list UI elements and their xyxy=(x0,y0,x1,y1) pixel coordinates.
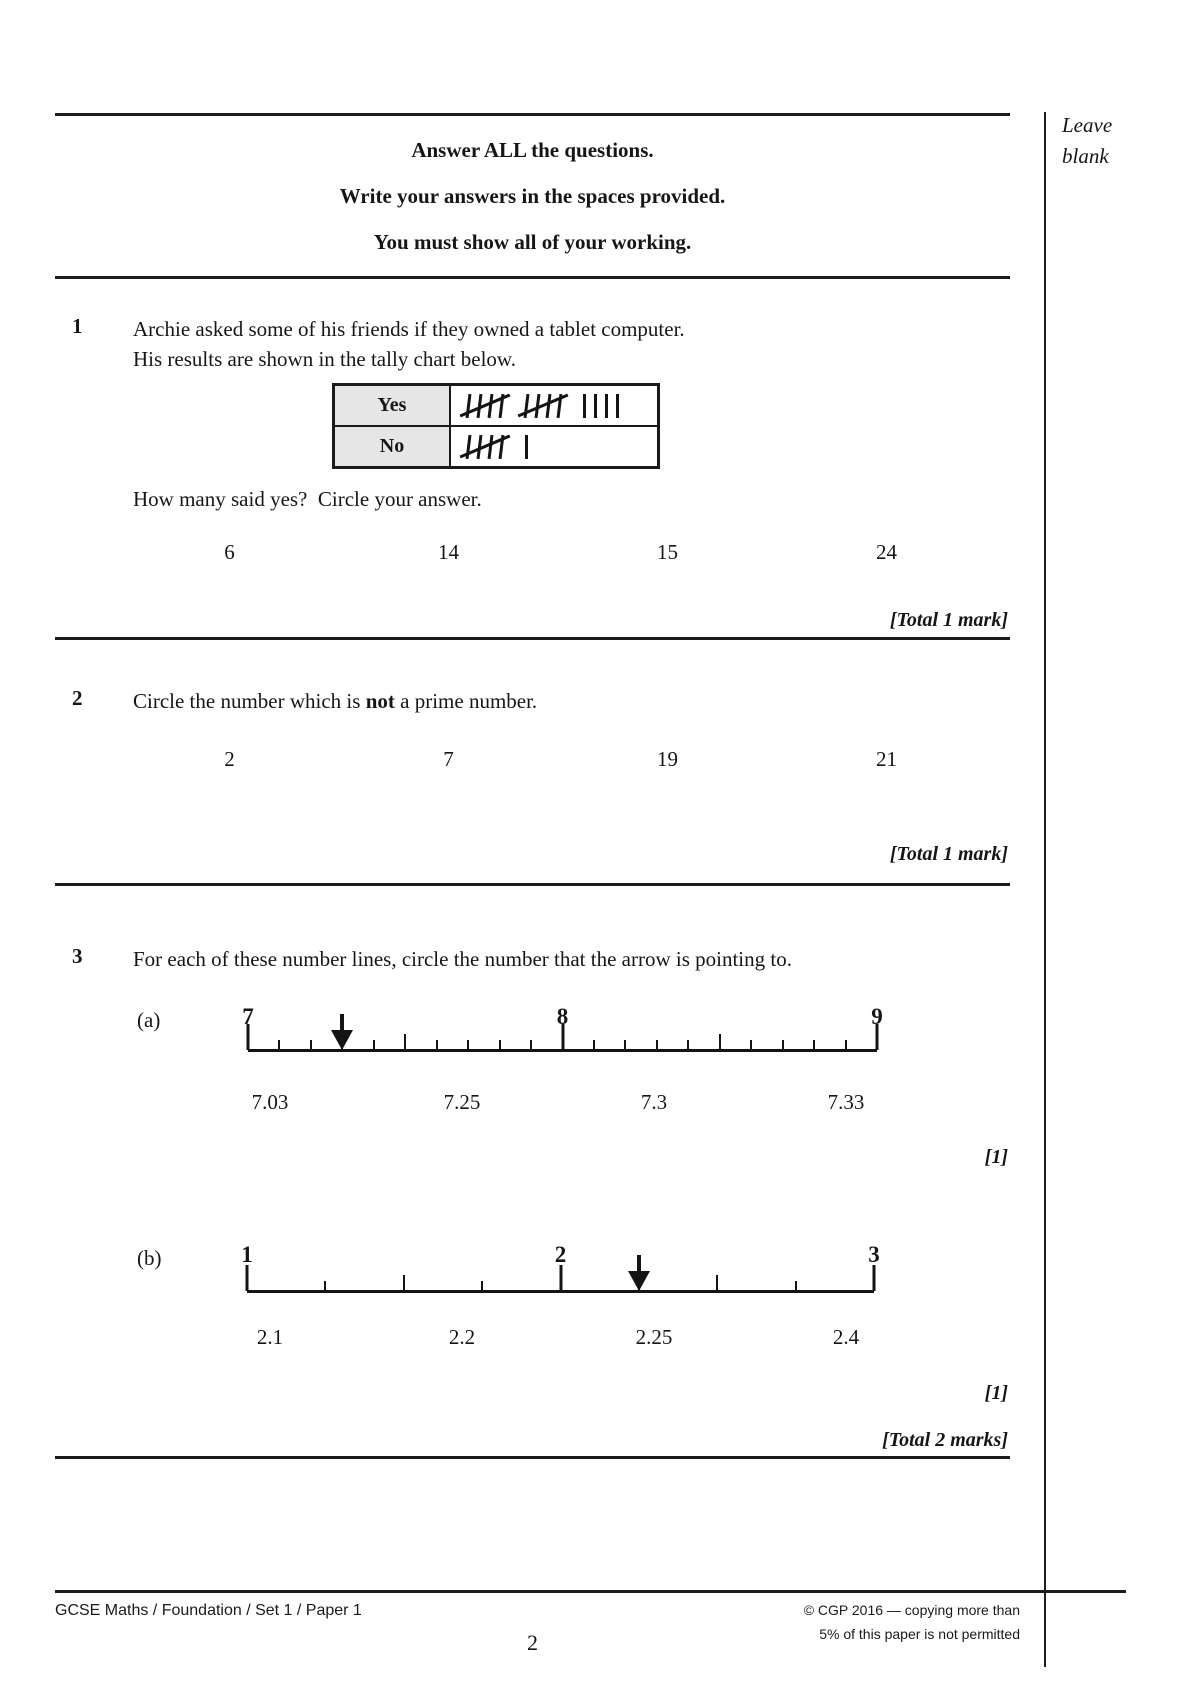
tick-mark xyxy=(530,1040,532,1050)
total-marks-label: [Total 2 marks] xyxy=(882,1429,1008,1451)
down-arrow-icon xyxy=(331,1014,353,1050)
number-line-label: 2 xyxy=(554,1242,567,1267)
question-1-line-2: His results are shown in the tally chart below. xyxy=(133,347,516,371)
tally-marks-cell xyxy=(451,427,657,466)
number-line-a xyxy=(242,1004,883,1052)
mark-label: [1] xyxy=(984,1146,1008,1168)
part-b-label: (b) xyxy=(137,1246,162,1270)
part-a-label: (a) xyxy=(137,1008,161,1032)
header-divider-line xyxy=(55,113,1010,116)
tick-mark xyxy=(278,1040,280,1050)
question-2-text xyxy=(133,686,537,716)
tally-group-of-five xyxy=(465,434,505,460)
question-2-number: 2 xyxy=(72,686,83,710)
footer-divider-line xyxy=(55,1590,1126,1593)
total-marks-label: [Total 1 mark] xyxy=(889,843,1008,865)
tally-row-no xyxy=(335,425,657,466)
option-value[interactable]: 2.1 xyxy=(256,1325,284,1349)
instruction-line: Answer ALL the questions. xyxy=(411,138,654,162)
question-2-options-row xyxy=(120,747,996,772)
header-divider-line xyxy=(55,276,1010,279)
mark-label: [1] xyxy=(984,1382,1008,1404)
footer-copyright-line-2: 5% of this paper is not permitted xyxy=(819,1626,1020,1642)
tick-mark xyxy=(624,1040,626,1050)
page-number: 2 xyxy=(527,1630,538,1655)
part-a-options-row xyxy=(174,1090,942,1115)
part-b-options-row xyxy=(174,1325,942,1350)
option-value[interactable]: 7.33 xyxy=(827,1090,865,1114)
question-2-text-pre: Circle the number which is xyxy=(133,689,366,713)
question-divider-line xyxy=(55,637,1010,640)
leave-blank-margin-line xyxy=(1044,112,1046,1667)
leave-blank-word-2: blank xyxy=(1062,144,1109,168)
tick-mark xyxy=(436,1040,438,1050)
down-arrow-icon xyxy=(628,1255,650,1291)
tick-mark xyxy=(373,1040,375,1050)
question-divider-line xyxy=(55,883,1010,886)
tick-mark xyxy=(750,1040,752,1050)
tally-group-of-five xyxy=(465,393,505,419)
leave-blank-label xyxy=(1062,110,1112,172)
leave-blank-word-1: Leave xyxy=(1062,113,1113,137)
option-value[interactable]: 2.4 xyxy=(832,1325,860,1349)
option-value[interactable]: 19 xyxy=(657,747,678,771)
tally-marks-cell xyxy=(451,386,657,425)
tally-marks-1 xyxy=(523,434,530,460)
number-line-label: 1 xyxy=(241,1242,253,1267)
question-3-number: 3 xyxy=(72,944,83,968)
tally-chart xyxy=(332,383,660,469)
option-value[interactable]: 7.03 xyxy=(251,1090,289,1114)
tick-mark xyxy=(719,1034,721,1050)
question-1-options-row xyxy=(120,540,996,565)
tally-row-yes xyxy=(335,386,657,425)
tick-mark xyxy=(404,1034,406,1050)
tick-mark xyxy=(656,1040,658,1050)
number-line-label: 8 xyxy=(556,1004,569,1029)
tally-marks-4 xyxy=(581,393,621,419)
tick-mark xyxy=(795,1281,797,1291)
tick-mark xyxy=(310,1040,312,1050)
tick-mark xyxy=(467,1040,469,1050)
option-value[interactable]: 21 xyxy=(876,747,897,771)
option-value[interactable]: 24 xyxy=(876,540,897,564)
option-value[interactable]: 7.3 xyxy=(640,1090,668,1114)
tally-label-cell: No xyxy=(335,427,451,466)
total-marks-label: [Total 1 mark] xyxy=(889,609,1008,631)
option-value[interactable]: 6 xyxy=(224,540,235,564)
option-value[interactable]: 7 xyxy=(443,747,454,771)
question-2-text-post: a prime number. xyxy=(394,689,538,713)
tick-mark xyxy=(499,1040,501,1050)
number-line-label: 3 xyxy=(868,1242,880,1267)
tick-mark xyxy=(873,1265,876,1291)
number-line-label: 7 xyxy=(242,1004,254,1029)
option-value[interactable]: 2.2 xyxy=(448,1325,476,1349)
question-1-prompt: How many said yes? Circle your answer. xyxy=(133,487,482,511)
tally-group-of-five xyxy=(523,393,563,419)
option-value[interactable]: 14 xyxy=(438,540,459,564)
option-value[interactable]: 7.25 xyxy=(443,1090,481,1114)
tick-mark xyxy=(593,1040,595,1050)
tick-mark xyxy=(324,1281,326,1291)
question-2-text-bold: not xyxy=(365,689,395,713)
footer-copyright-line-1: © CGP 2016 — copying more than xyxy=(803,1602,1020,1618)
tally-label-cell: Yes xyxy=(335,386,451,425)
option-value[interactable]: 2 xyxy=(224,747,235,771)
tick-mark xyxy=(559,1265,562,1291)
tick-mark xyxy=(481,1281,483,1291)
option-value[interactable]: 15 xyxy=(657,540,678,564)
question-divider-line xyxy=(55,1456,1010,1459)
question-1-number: 1 xyxy=(72,314,83,338)
number-line-b xyxy=(241,1242,880,1293)
footer-paper-title: GCSE Maths / Foundation / Set 1 / Paper 1 xyxy=(55,1602,362,1619)
number-line-label: 9 xyxy=(871,1004,883,1029)
tick-mark xyxy=(687,1040,689,1050)
instruction-line: You must show all of your working. xyxy=(373,230,692,254)
tick-mark xyxy=(403,1275,405,1291)
tick-mark xyxy=(716,1275,718,1291)
option-value[interactable]: 2.25 xyxy=(635,1325,673,1349)
tick-mark xyxy=(782,1040,784,1050)
tick-mark xyxy=(246,1265,249,1291)
tick-mark xyxy=(845,1040,847,1050)
question-1-text xyxy=(133,314,685,374)
question-1-line-1: Archie asked some of his friends if they owned a tablet computer. xyxy=(133,317,685,341)
tick-mark xyxy=(813,1040,815,1050)
instruction-line: Write your answers in the spaces provided. xyxy=(339,184,726,208)
question-3-text: For each of these number lines, circle the number that the arrow is pointing to. xyxy=(133,947,792,971)
